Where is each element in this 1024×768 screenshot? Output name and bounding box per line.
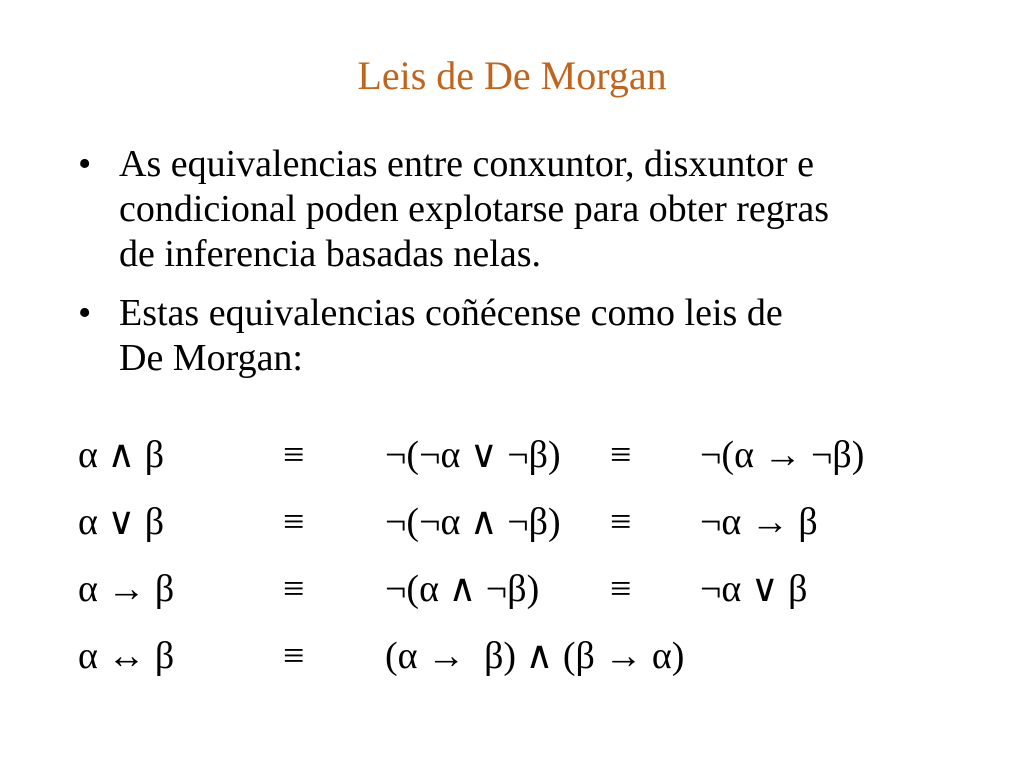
bullet-line: de inferencia basadas nelas.	[119, 233, 542, 275]
equivalence-symbol: ≡	[283, 635, 305, 677]
equivalence-middle: ¬(¬α ∧ ¬β)	[385, 501, 561, 543]
bullet-line: As equivalencias entre conxuntor, disxuntor e	[119, 143, 814, 185]
equivalence-rhs: ¬(α → ¬β)	[700, 434, 865, 476]
equivalence-symbol: ≡	[283, 568, 305, 610]
equivalence-symbol: ≡	[283, 501, 305, 543]
equivalence-symbol: ≡	[610, 434, 632, 476]
equivalence-lhs: α ∨ β	[78, 501, 165, 543]
equivalence-rhs: ¬α → β	[700, 501, 818, 543]
equivalence-symbol: ≡	[610, 568, 632, 610]
equivalence-lhs: α → β	[78, 568, 175, 610]
equivalence-row	[0, 626, 1024, 686]
bullet-dot: •	[78, 292, 92, 334]
bullet-line: Estas equivalencias coñécense como leis de	[119, 292, 783, 334]
equivalence-middle: ¬(¬α ∨ ¬β)	[385, 434, 561, 476]
equivalence-row	[0, 425, 1024, 485]
slide-title: Leis de De Morgan	[357, 53, 667, 98]
bullet-item	[78, 142, 978, 277]
equivalence-symbol: ≡	[283, 434, 305, 476]
bullet-list	[78, 142, 978, 395]
equivalence-lhs: α ∧ β	[78, 434, 165, 476]
equivalence-middle: ¬(α ∧ ¬β)	[385, 568, 540, 610]
equivalence-symbol: ≡	[610, 501, 632, 543]
equivalence-middle: (α → β) ∧ (β → α)	[385, 635, 685, 677]
bullet-line: condicional poden explotarse para obter regras	[119, 188, 830, 230]
equivalence-row	[0, 559, 1024, 619]
equivalence-lhs: α ↔ β	[78, 635, 175, 677]
bullet-item	[78, 291, 978, 381]
equivalence-rhs: ¬α ∨ β	[700, 568, 808, 610]
bullet-dot: •	[78, 143, 92, 185]
bullet-line: De Morgan:	[119, 337, 303, 379]
equivalence-row	[0, 492, 1024, 552]
